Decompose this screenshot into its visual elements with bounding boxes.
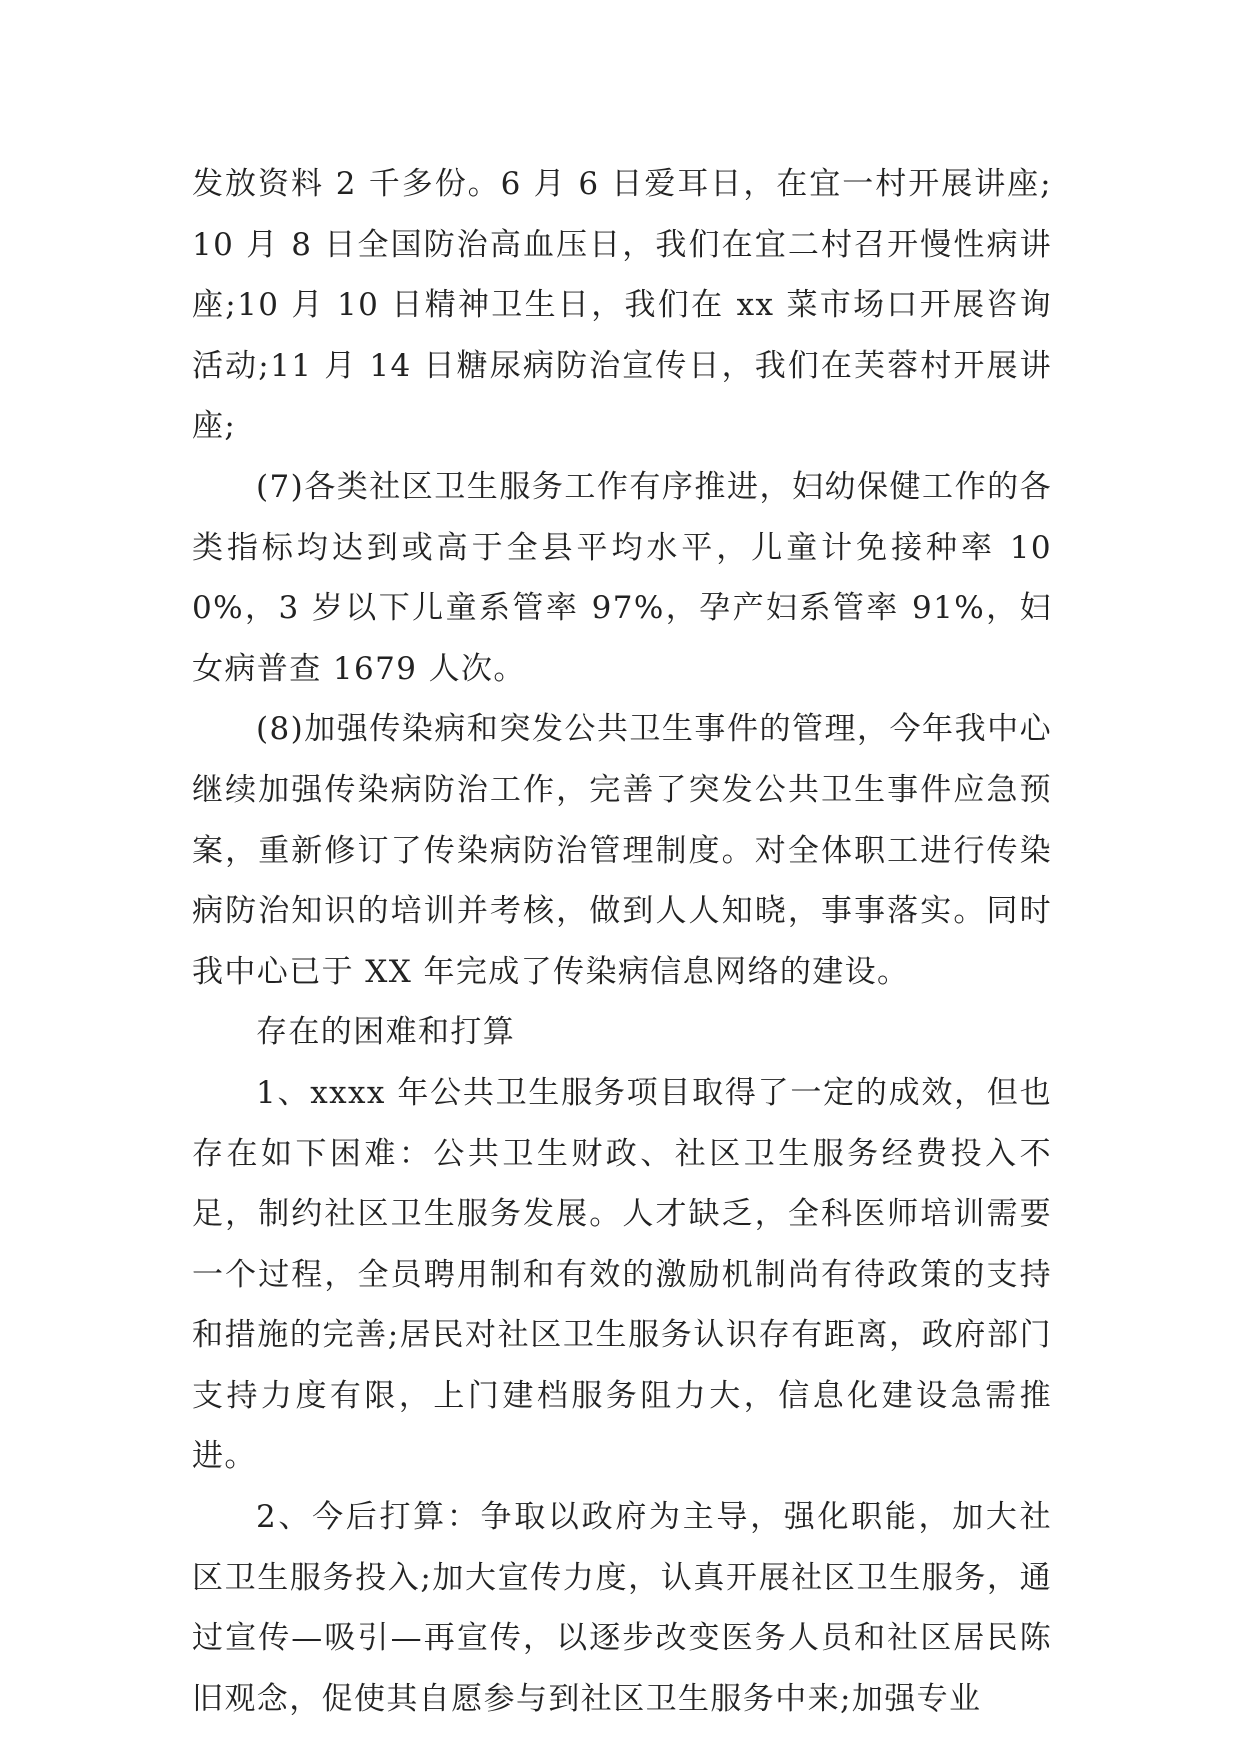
paragraph-difficulties: 1、xxxx 年公共卫生服务项目取得了一定的成效，但也存在如下困难：公共卫生财政、社区卫生服务经费投入不足，制约社区卫生服务发展。人才缺乏，全科医师培训需要一个过程，全员聘用制和有效的激励机制尚有待政策的支持和措施的完善;居民对社区卫生服务认识存有距离，政府部门支持力度有限，上门建档服务阻力大，信息化建设急需推进。 xyxy=(192,1074,1052,1475)
paragraph-health-day-events: 发放资料 2 千多份。6 月 6 日爱耳日，在宜一村开展讲座;10 月 8 日全国防治高血压日，我们在宜二村召开慢性病讲座;10 月 10 日精神卫生日，我们在 xx 菜市场口开展咨询活动;11 月 14 日糖尿病防治宣传日，我们在芙蓉村开展讲座; xyxy=(192,166,1052,445)
body-text xyxy=(192,154,1052,1729)
paragraph-infectious-disease-management: (8)加强传染病和突发公共卫生事件的管理，今年我中心继续加强传染病防治工作，完善了突发公共卫生事件应急预案，重新修订了传染病防治管理制度。对全体职工进行传染病防治知识的培训并考核，做到人人知晓，事事落实。同时我中心已于 XX 年完成了传染病信息网络的建设。 xyxy=(192,711,1052,990)
paragraph-community-health-services: (7)各类社区卫生服务工作有序推进，妇幼保健工作的各类指标均达到或高于全县平均水平，儿童计免接种率 100%，3 岁以下儿童系管率 97%，孕产妇系管率 91%，妇女病普查 1679 人次。 xyxy=(192,468,1052,687)
section-heading-difficulties-plans: 存在的困难和打算 xyxy=(256,1014,516,1051)
paragraph-future-plans: 2、今后打算：争取以政府为主导，强化职能，加大社区卫生服务投入;加大宣传力度，认真开展社区卫生服务，通过宣传—吸引—再宣传，以逐步改变医务人员和社区居民陈旧观念，促使其自愿参与到社区卫生服务中来;加强专业 xyxy=(192,1499,1052,1717)
